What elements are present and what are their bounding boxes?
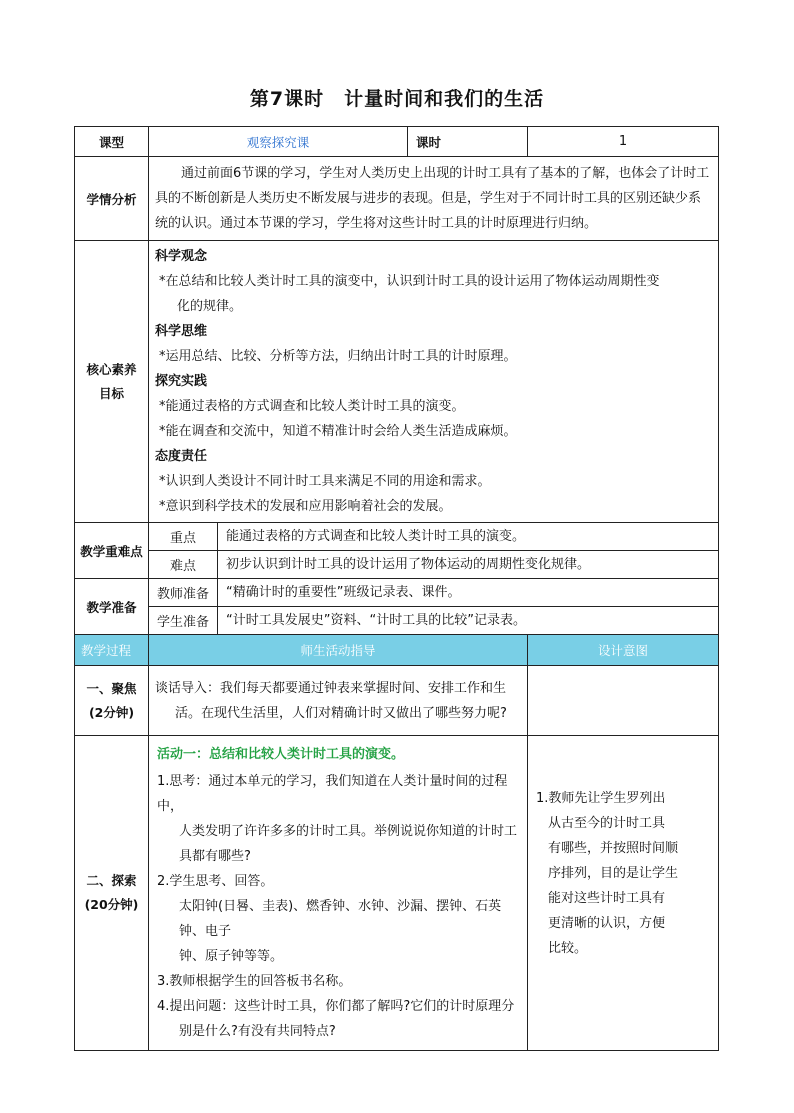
design-line: 序排列，目的是让学生 xyxy=(548,866,679,881)
row-analysis xyxy=(75,157,719,241)
row-stage-explore xyxy=(75,736,719,1051)
process-header-row xyxy=(75,635,719,666)
stage-focus-design xyxy=(528,666,719,736)
step-line: 钟、原子钟等等。 xyxy=(179,949,284,964)
goal-heading-attitude: 态度责任 xyxy=(155,449,208,464)
row-student-prep xyxy=(75,607,719,635)
row-lesson-type xyxy=(75,127,719,157)
stage-explore-design xyxy=(528,736,719,1051)
stage-focus-line: 活。在现代生活里，人们对精确计时又做出了哪些努力呢? xyxy=(175,705,507,721)
row-goals xyxy=(75,241,719,523)
teacher-prep-text: “精确计时的重要性”班级记录表、课件。 xyxy=(218,579,719,607)
step-line: 4.提出问题：这些计时工具，你们都了解吗?它们的计时原理分 xyxy=(157,999,515,1014)
step-line: 太阳钟(日晷、圭表)、燃香钟、水钟、沙漏、摆钟、石英钟、电子 xyxy=(179,899,502,939)
process-header-design: 设计意图 xyxy=(528,635,719,666)
lesson-hours-label: 课时 xyxy=(408,127,528,157)
goals-cell xyxy=(149,241,719,523)
process-header-stage: 教学过程 xyxy=(75,635,149,666)
process-header-activity: 师生活动指导 xyxy=(149,635,528,666)
analysis-text-cell xyxy=(149,157,719,241)
lesson-hours-value: 1 xyxy=(528,127,719,157)
step-line: 别是什么?有没有共同特点? xyxy=(179,1024,336,1039)
design-line: 从古至今的计时工具 xyxy=(548,816,666,831)
stage-focus-text xyxy=(149,666,528,736)
lesson-type-label: 课型 xyxy=(75,127,149,157)
row-key-point xyxy=(75,523,719,551)
stage-focus-name: 一、聚焦 xyxy=(86,680,137,696)
stage-focus-time: (2分钟) xyxy=(88,704,135,720)
step-line: 具都有哪些? xyxy=(179,849,251,864)
step-line: 人类发明了许许多多的计时工具。举例说说你知道的计时工 xyxy=(179,824,518,839)
stage-focus-line: 谈话导入：我们每天都要通过钟表来掌握时间、安排工作和生 xyxy=(155,680,507,696)
lesson-type-value: 观察探究课 xyxy=(149,127,408,157)
analysis-text: 通过前面6节课的学习，学生对人类历史上出现的计时工具有了基本的了解，也体会了计时工具的不断创新是人类历史不断发展与进步的表现。但是，学生对于不同计时工具的区别还缺少系统的认识。通过本节课的学习，学生将对这些计时工具的计时原理进行归纳。 xyxy=(155,166,710,231)
design-line: 能对这些计时工具有 xyxy=(548,891,666,906)
goals-label-line1: 核心素养 xyxy=(86,361,137,377)
goal-item-continued: 化的规律。 xyxy=(177,299,243,314)
goal-item: *能在调查和交流中，知道不精准计时会给人类生活造成麻烦。 xyxy=(159,424,517,439)
stage-explore-activity xyxy=(149,736,528,1051)
step-line: 2.学生思考、回答。 xyxy=(157,874,274,889)
page-title: 第7课时 计量时间和我们的生活 xyxy=(249,88,545,110)
difficult-point-label: 难点 xyxy=(149,551,218,579)
student-prep-text: “计时工具发展史”资料、“计时工具的比较”记录表。 xyxy=(218,607,719,635)
stage-explore-time: (20分钟) xyxy=(84,897,139,912)
key-points-label: 教学重难点 xyxy=(75,523,149,579)
goals-label-line2: 目标 xyxy=(98,385,124,401)
student-prep-label: 学生准备 xyxy=(149,607,218,635)
design-line: 比较。 xyxy=(548,941,588,956)
key-point-text: 能通过表格的方式调查和比较人类计时工具的演变。 xyxy=(218,523,719,551)
analysis-label: 学情分析 xyxy=(75,157,149,241)
step-line: 1.思考：通过本单元的学习，我们知道在人类计量时间的过程中， xyxy=(157,774,508,814)
goal-item: *认识到人类设计不同计时工具来满足不同的用途和需求。 xyxy=(159,474,491,489)
design-line: 1.教师先让学生罗列出 xyxy=(536,791,666,806)
teacher-prep-label: 教师准备 xyxy=(149,579,218,607)
goals-label xyxy=(75,241,149,523)
stage-focus-label xyxy=(75,666,149,736)
design-line: 有哪些，并按照时间顺 xyxy=(548,841,679,856)
design-line: 更清晰的认识，方便 xyxy=(548,916,666,931)
goal-item: *在总结和比较人类计时工具的演变中，认识到计时工具的设计运用了物体运动周期性变 xyxy=(159,274,660,289)
activity-title: 活动一：总结和比较人类计时工具的演变。 xyxy=(157,747,405,762)
prep-label: 教学准备 xyxy=(75,579,149,635)
step-line: 3.教师根据学生的回答板书名称。 xyxy=(157,974,352,989)
goal-heading-thinking: 科学思维 xyxy=(155,324,208,339)
goal-item: *能通过表格的方式调查和比较人类计时工具的演变。 xyxy=(159,399,465,414)
lesson-plan-table xyxy=(74,126,719,1051)
row-stage-focus xyxy=(75,666,719,736)
goal-item: *运用总结、比较、分析等方法，归纳出计时工具的计时原理。 xyxy=(159,349,517,364)
goal-heading-concept: 科学观念 xyxy=(155,249,208,264)
row-difficult-point xyxy=(75,551,719,579)
goal-item: *意识到科学技术的发展和应用影响着社会的发展。 xyxy=(159,499,452,514)
stage-explore-name: 二、探索 xyxy=(86,873,137,888)
stage-explore-label xyxy=(75,736,149,1051)
row-teacher-prep xyxy=(75,579,719,607)
goal-heading-practice: 探究实践 xyxy=(155,374,208,389)
difficult-point-text: 初步认识到计时工具的设计运用了物体运动的周期性变化规律。 xyxy=(218,551,719,579)
key-point-label: 重点 xyxy=(149,523,218,551)
